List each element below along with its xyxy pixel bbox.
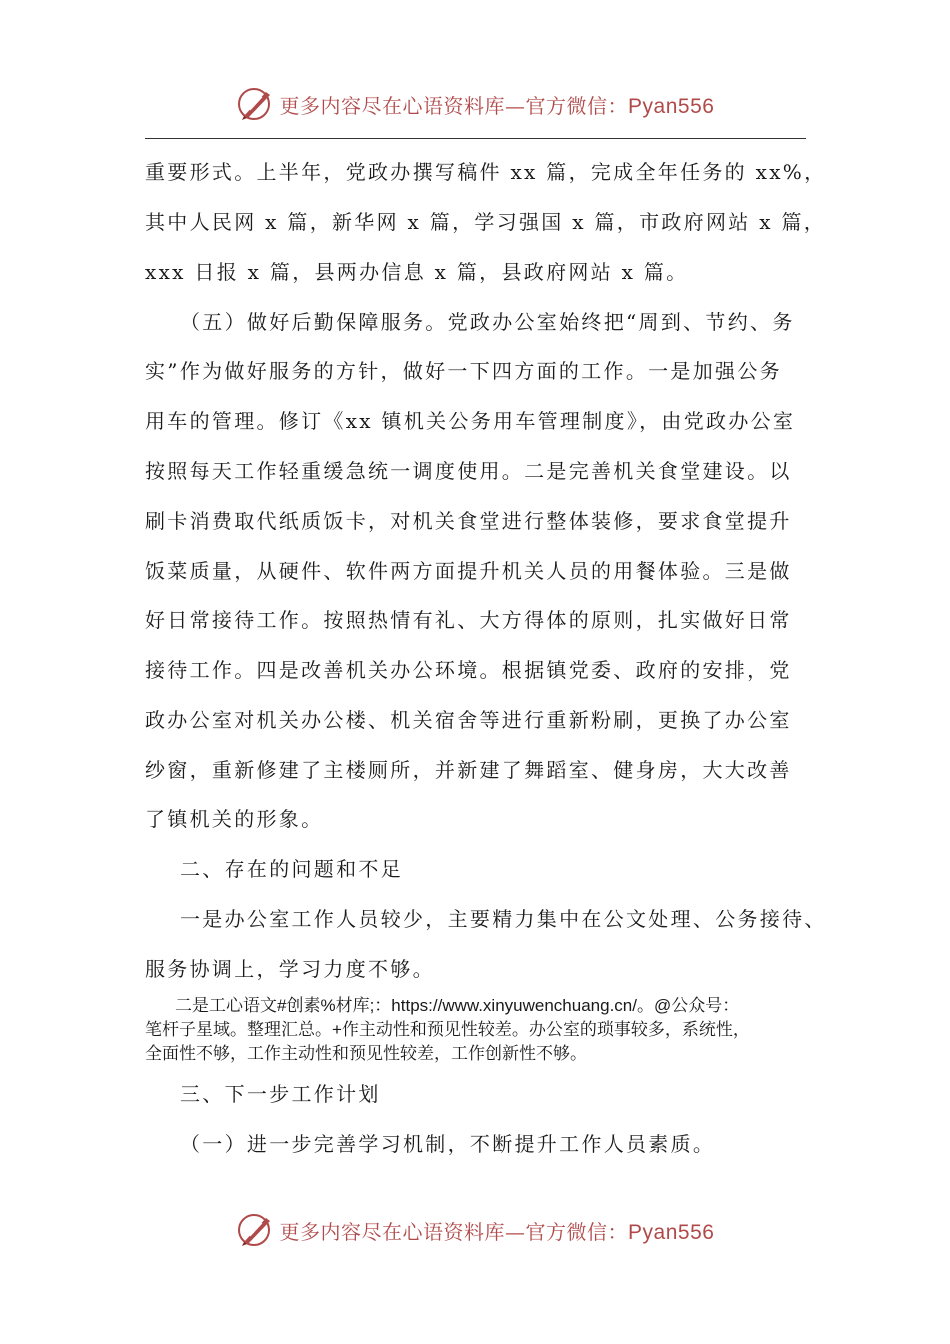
text-line: 政办公室对机关办公楼、机关宿舍等进行重新粉刷，更换了办公室 (145, 708, 792, 732)
text-line: 服务协调上，学习力度不够。 (145, 957, 435, 981)
text-line: 重要形式。上半年，党政办撰写稿件 xx 篇，完成全年任务的 xx%， (145, 160, 827, 184)
text-line: 实”作为做好服务的方针，做好一下四方面的工作。一是加强公务 (145, 359, 782, 383)
watermark-text-line: 笔杆子星域。整理汇总。+作主动性和预见性较差。办公室的琐事较多，系统性， (145, 1020, 750, 1039)
text-line: 按照每天工作轻重缓急统一调度使用。二是完善机关食堂建设。以 (145, 459, 792, 483)
text-line: 了镇机关的形象。 (145, 807, 324, 831)
section-heading-5: （五）做好后勤保障服务。党政办公室始终把“周到、节约、务 (180, 310, 795, 334)
watermark-text-line: 全面性不够，工作主动性和预见性较差，工作创新性不够。 (145, 1044, 587, 1063)
header-divider (145, 138, 806, 139)
text-line: 纱窗，重新修建了主楼厕所，并新建了舞蹈室、健身房，大大改善 (145, 758, 792, 782)
text-line: 接待工作。四是改善机关办公环境。根据镇党委、政府的安排，党 (145, 658, 792, 682)
subsection-heading-1: （一）进一步完善学习机制，不断提升工作人员素质。 (180, 1132, 716, 1156)
section-heading-2: 二、存在的问题和不足 (180, 857, 403, 881)
text-line: xxx 日报 x 篇，县两办信息 x 篇，县政府网站 x 篇。 (145, 260, 689, 284)
header-banner (0, 84, 950, 124)
text-line: 用车的管理。修订《xx 镇机关公务用车管理制度》，由党政办公室 (145, 409, 796, 433)
section-heading-3: 三、下一步工作计划 (180, 1082, 381, 1106)
text-line: 饭菜质量，从硬件、软件两方面提升机关人员的用餐体验。三是做 (145, 559, 792, 583)
text-line: 一是办公室工作人员较少，主要精力集中在公文处理、公务接待、 (180, 907, 827, 931)
footer-banner-text: 更多内容尽在心语资料库—官方微信：Pyan556 (279, 1219, 715, 1244)
text-line: 其中人民网 x 篇，新华网 x 篇，学习强国 x 篇，市政府网站 x 篇， (145, 210, 827, 234)
quill-pen-logo-icon (236, 1212, 276, 1248)
footer-banner (0, 1210, 950, 1250)
watermark-text-line: 二是工心语文#创素%材库;：https://www.xinyuwenchuang.cn/。@公众号： (175, 996, 740, 1015)
text-line: 好日常接待工作。按照热情有礼、大方得体的原则，扎实做好日常 (145, 608, 792, 632)
quill-pen-logo-icon (236, 86, 276, 122)
text-line: 刷卡消费取代纸质饭卡，对机关食堂进行整体装修，要求食堂提升 (145, 509, 792, 533)
header-banner-text: 更多内容尽在心语资料库—官方微信：Pyan556 (279, 93, 715, 118)
